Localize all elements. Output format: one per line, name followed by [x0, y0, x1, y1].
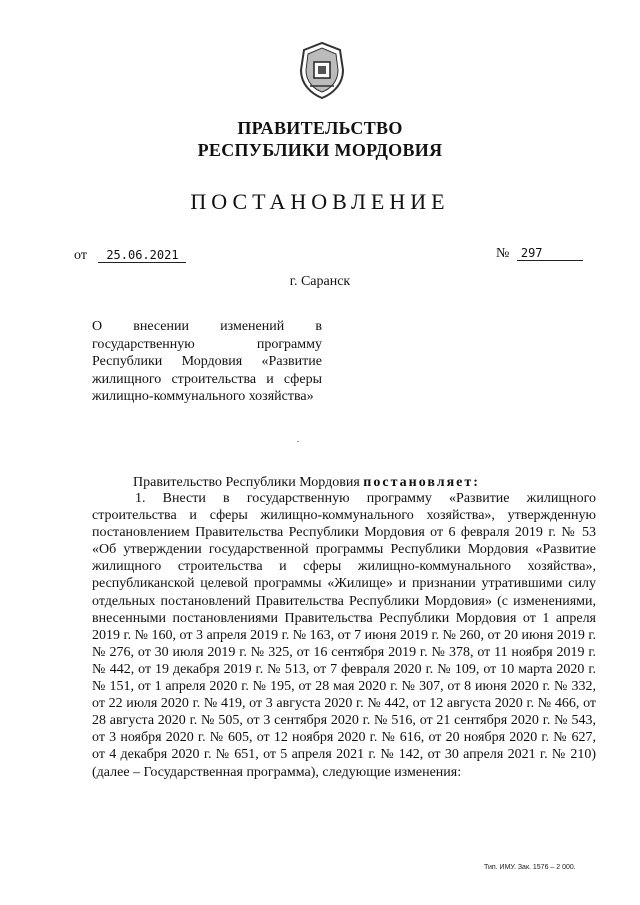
city-name: г. Саранск: [289, 274, 351, 289]
government-title-line1: ПРАВИТЕЛЬСТВО: [237, 118, 403, 138]
document-type-title: ПОСТАНОВЛЕНИЕ: [190, 189, 450, 214]
scan-mark: [297, 441, 299, 442]
date-prefix: от: [74, 248, 87, 263]
number-prefix: №: [496, 246, 510, 261]
decree-subject: О внесении изменений в государственную программу Республики Мордовия «Развитие жилищного строительства и сферы жилищно-коммунального хозяйства»: [92, 319, 322, 404]
preamble: [133, 475, 480, 491]
decree-number: [496, 246, 583, 262]
decree-date: [74, 248, 186, 264]
preamble-emphasis: постановляет:: [363, 475, 480, 490]
paragraph-1: 1. Внести в государственную программу «Развитие жилищного строительства и сферы жилищно-коммунального хозяйства», утвержденную постановлением Правительства Республики Мордовия от 6 февраля 2019 г. № 53 «Об утверждении государственной программы Республики Мордовия «Развитие жилищного строительства и сферы жилищно-коммунального хозяйства», республиканской целевой программы «Жилище» и признании утратившими силу отдельных постановлений Правительства Республики Мордовия» (с изменениями, внесенными постановлениями Правительства Республики Мордовия от 1 апреля 2019 г. № 160, от 3 апреля 2019 г. № 163, от 7 июня 2019 г. № 260, от 20 июня 2019 г. № 276, от 30 июля 2019 г. № 325, от 16 сентября 2019 г. № 378, от 11 ноября 2019 г. № 442, от 19 декабря 2019 г. № 513, от 7 февраля 2020 г. № 109, от 10 марта 2020 г. № 151, от 1 апреля 2020 г. № 195, от 28 мая 2020 г. № 307, от 8 июня 2020 г. № 332, от 22 июля 2020 г. № 419, от 3 августа 2020 г. № 442, от 12 августа 2020 г. № 466, от 28 августа 2020 г. № 505, от 3 сентября 2020 г. № 516, от 21 сентября 2020 г. № 543, от 3 ноября 2020 г. № 605, от 12 ноября 2020 г. № 616, от 20 ноября 2020 г. № 627, от 4 декабря 2020 г. № 651, от 5 апреля 2021 г. № 142, от 30 апреля 2021 г. № 210) (далее – Государственная программа), следующие изменения:: [92, 491, 596, 780]
preamble-text: Правительство Республики Мордовия: [133, 475, 364, 490]
number-value: 297: [517, 246, 583, 261]
print-info: Тип. ИМУ. Зак. 1576 – 2 000.: [484, 864, 576, 871]
government-title-line2: РЕСПУБЛИКИ МОРДОВИЯ: [197, 140, 443, 160]
government-title: [0, 117, 640, 161]
coat-of-arms-icon: [296, 40, 348, 100]
date-value: 25.06.2021: [98, 248, 186, 263]
